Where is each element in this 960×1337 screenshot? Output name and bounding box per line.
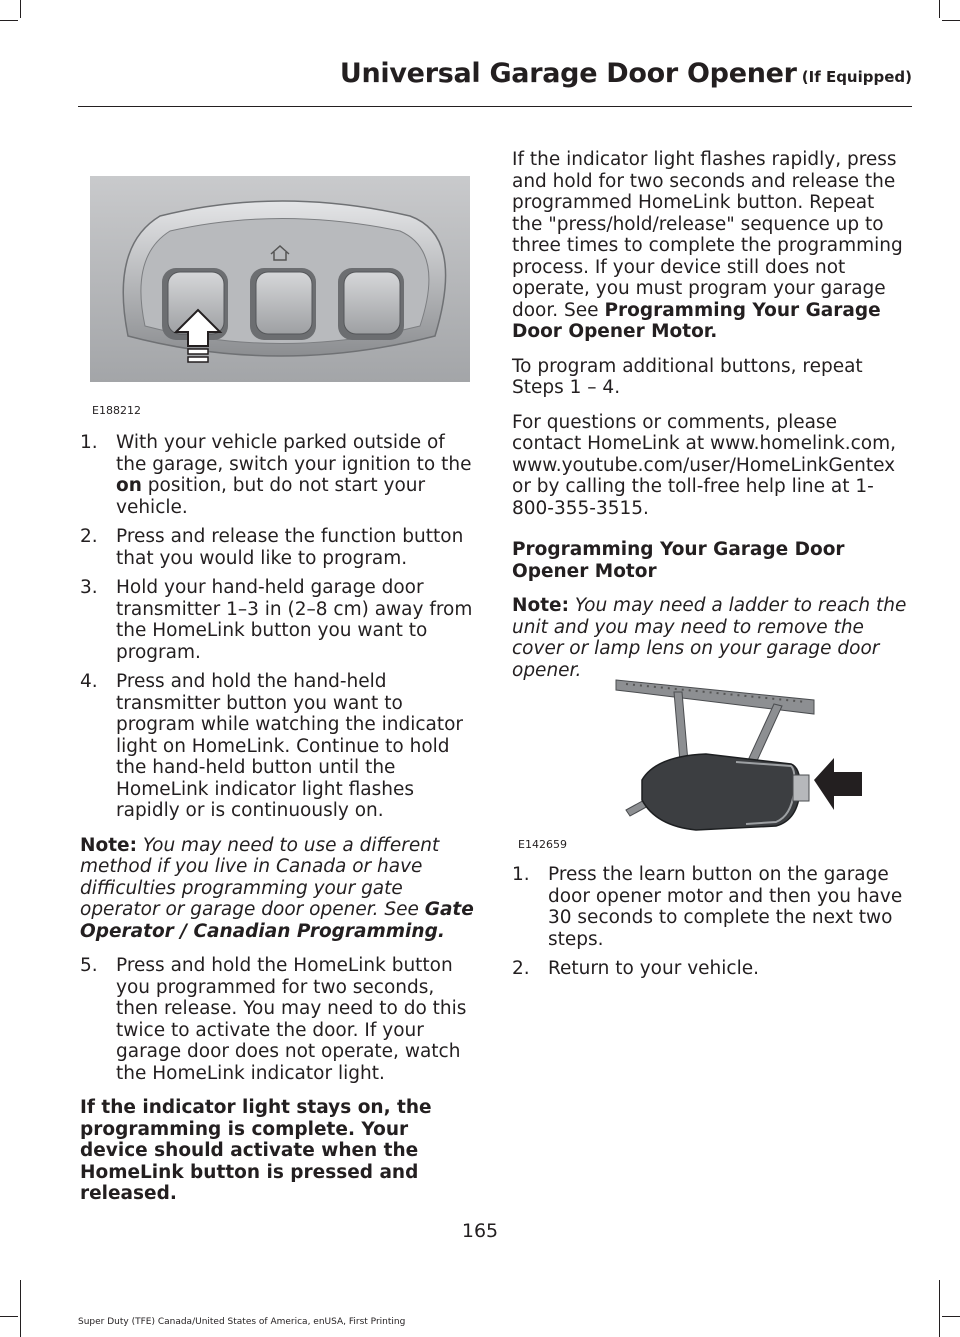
garage-opener-motor-figure: [586, 660, 866, 840]
paragraph: To program additional buttons, repeat Steps 1 – 4.: [512, 355, 863, 398]
note-text: You may need to use a different method if you live in Canada or have difficulties programming your gate operator or garage door opener. See: [80, 834, 440, 920]
programming-steps-list: [80, 432, 476, 822]
note-text: You may need a ladder to reach the unit and you may need to remove the cover or lamp lens on your garage door opener.: [512, 595, 907, 681]
right-column: [512, 149, 908, 694]
header-rule: [78, 106, 912, 107]
list-item: [80, 955, 476, 1084]
note-label: Note:: [512, 595, 569, 616]
page-title: [0, 58, 912, 89]
step-text: Press and release the function button that you would like to program.: [116, 526, 464, 569]
paragraph: For questions or comments, please contact HomeLink at www.homelink.com, www.youtube.com/user/HomeLinkGentex or by calling the toll-free help line at 1-800-355-3515.: [512, 411, 896, 519]
list-item: [80, 671, 476, 822]
crop-mark-bl-h: [0, 1316, 18, 1317]
note-label: Note:: [80, 834, 137, 856]
step-text: Return to your vehicle.: [548, 958, 759, 979]
step-text: position, but do not start your vehicle.: [116, 475, 426, 518]
step-text: Hold your hand-held garage door transmitter 1–3 in (2–8 cm) away from the HomeLink button you want to program.: [116, 577, 473, 663]
list-item: [512, 958, 908, 980]
list-item: [80, 432, 476, 518]
step-number: 3.: [80, 577, 98, 598]
crop-mark-br-h: [942, 1316, 960, 1317]
page-number: 165: [461, 1220, 499, 1242]
crop-mark-tl-h: [0, 20, 18, 21]
step-text: Press and hold the HomeLink button you programmed for two seconds, then release. You may need to do this twice to activate the door. If your garage door does not operate, watch the HomeLink indicator light.: [116, 955, 467, 1084]
garage-opener-motor-illustration: [586, 660, 866, 840]
note-paragraph: [80, 835, 476, 943]
paragraph-text: If the indicator light flashes rapidly, press and hold for two seconds and release the programmed HomeLink button. Repeat the "press/hold/release" sequence up to three times to complete the programming process. If your device still does not operate, you must program your garage door. See: [512, 149, 903, 321]
bold-paragraph-text: If the indicator light stays on, the programming is complete. Your device should activate when the HomeLink button is pressed and released.: [80, 1097, 432, 1204]
figure-code-2: E142659: [518, 838, 567, 851]
title-subtitle: (If Equipped): [801, 68, 912, 86]
list-item: [512, 864, 908, 950]
step-text-bold: on: [116, 475, 142, 496]
programming-steps-list-continued: [80, 955, 476, 1084]
crop-mark-tr-v: [939, 0, 940, 18]
homelink-buttons-illustration: [90, 176, 470, 382]
step-number: 2.: [512, 958, 530, 979]
motor-steps-list: [512, 864, 908, 980]
note-reference: Gate Operator / Canadian Programming.: [80, 899, 474, 942]
step-text: Press and hold the hand-held transmitter button you want to program while watching the indicator light on HomeLink. Continue to hold the hand-held button until the HomeLink indicator light flashes rapidly or is continuously on.: [116, 671, 464, 821]
list-item: [80, 577, 476, 663]
homelink-buttons-figure: [90, 176, 470, 382]
step-text: With your vehicle parked outside of the garage, switch your ignition to the: [116, 432, 472, 475]
list-item: [80, 526, 476, 569]
footer-text: Super Duty (TFE) Canada/United States of America, enUSA, First Printing: [78, 1317, 406, 1327]
bold-paragraph: [80, 1097, 476, 1205]
step-number: 5.: [80, 955, 98, 976]
paragraph-reference: Programming Your Garage Door Opener Motor.: [512, 299, 881, 342]
crop-mark-tl-v: [20, 0, 21, 18]
step-number: 2.: [80, 526, 98, 547]
section-heading: Programming Your Garage Door Opener Motor: [512, 539, 845, 582]
step-number: 1.: [512, 864, 530, 885]
figure-code-1: E188212: [92, 404, 141, 417]
step-number: 1.: [80, 432, 98, 453]
crop-mark-br-v: [939, 1280, 940, 1337]
crop-mark-bl-v: [20, 1280, 21, 1337]
right-column-steps: [512, 864, 908, 993]
crop-mark-tr-h: [942, 20, 960, 21]
step-text: Press the learn button on the garage door opener motor and then you have 30 seconds to complete the next two steps.: [548, 864, 903, 950]
left-column: [80, 432, 476, 1218]
title-main: Universal Garage Door Opener: [339, 58, 797, 89]
paragraph: [512, 149, 908, 343]
step-number: 4.: [80, 671, 98, 692]
